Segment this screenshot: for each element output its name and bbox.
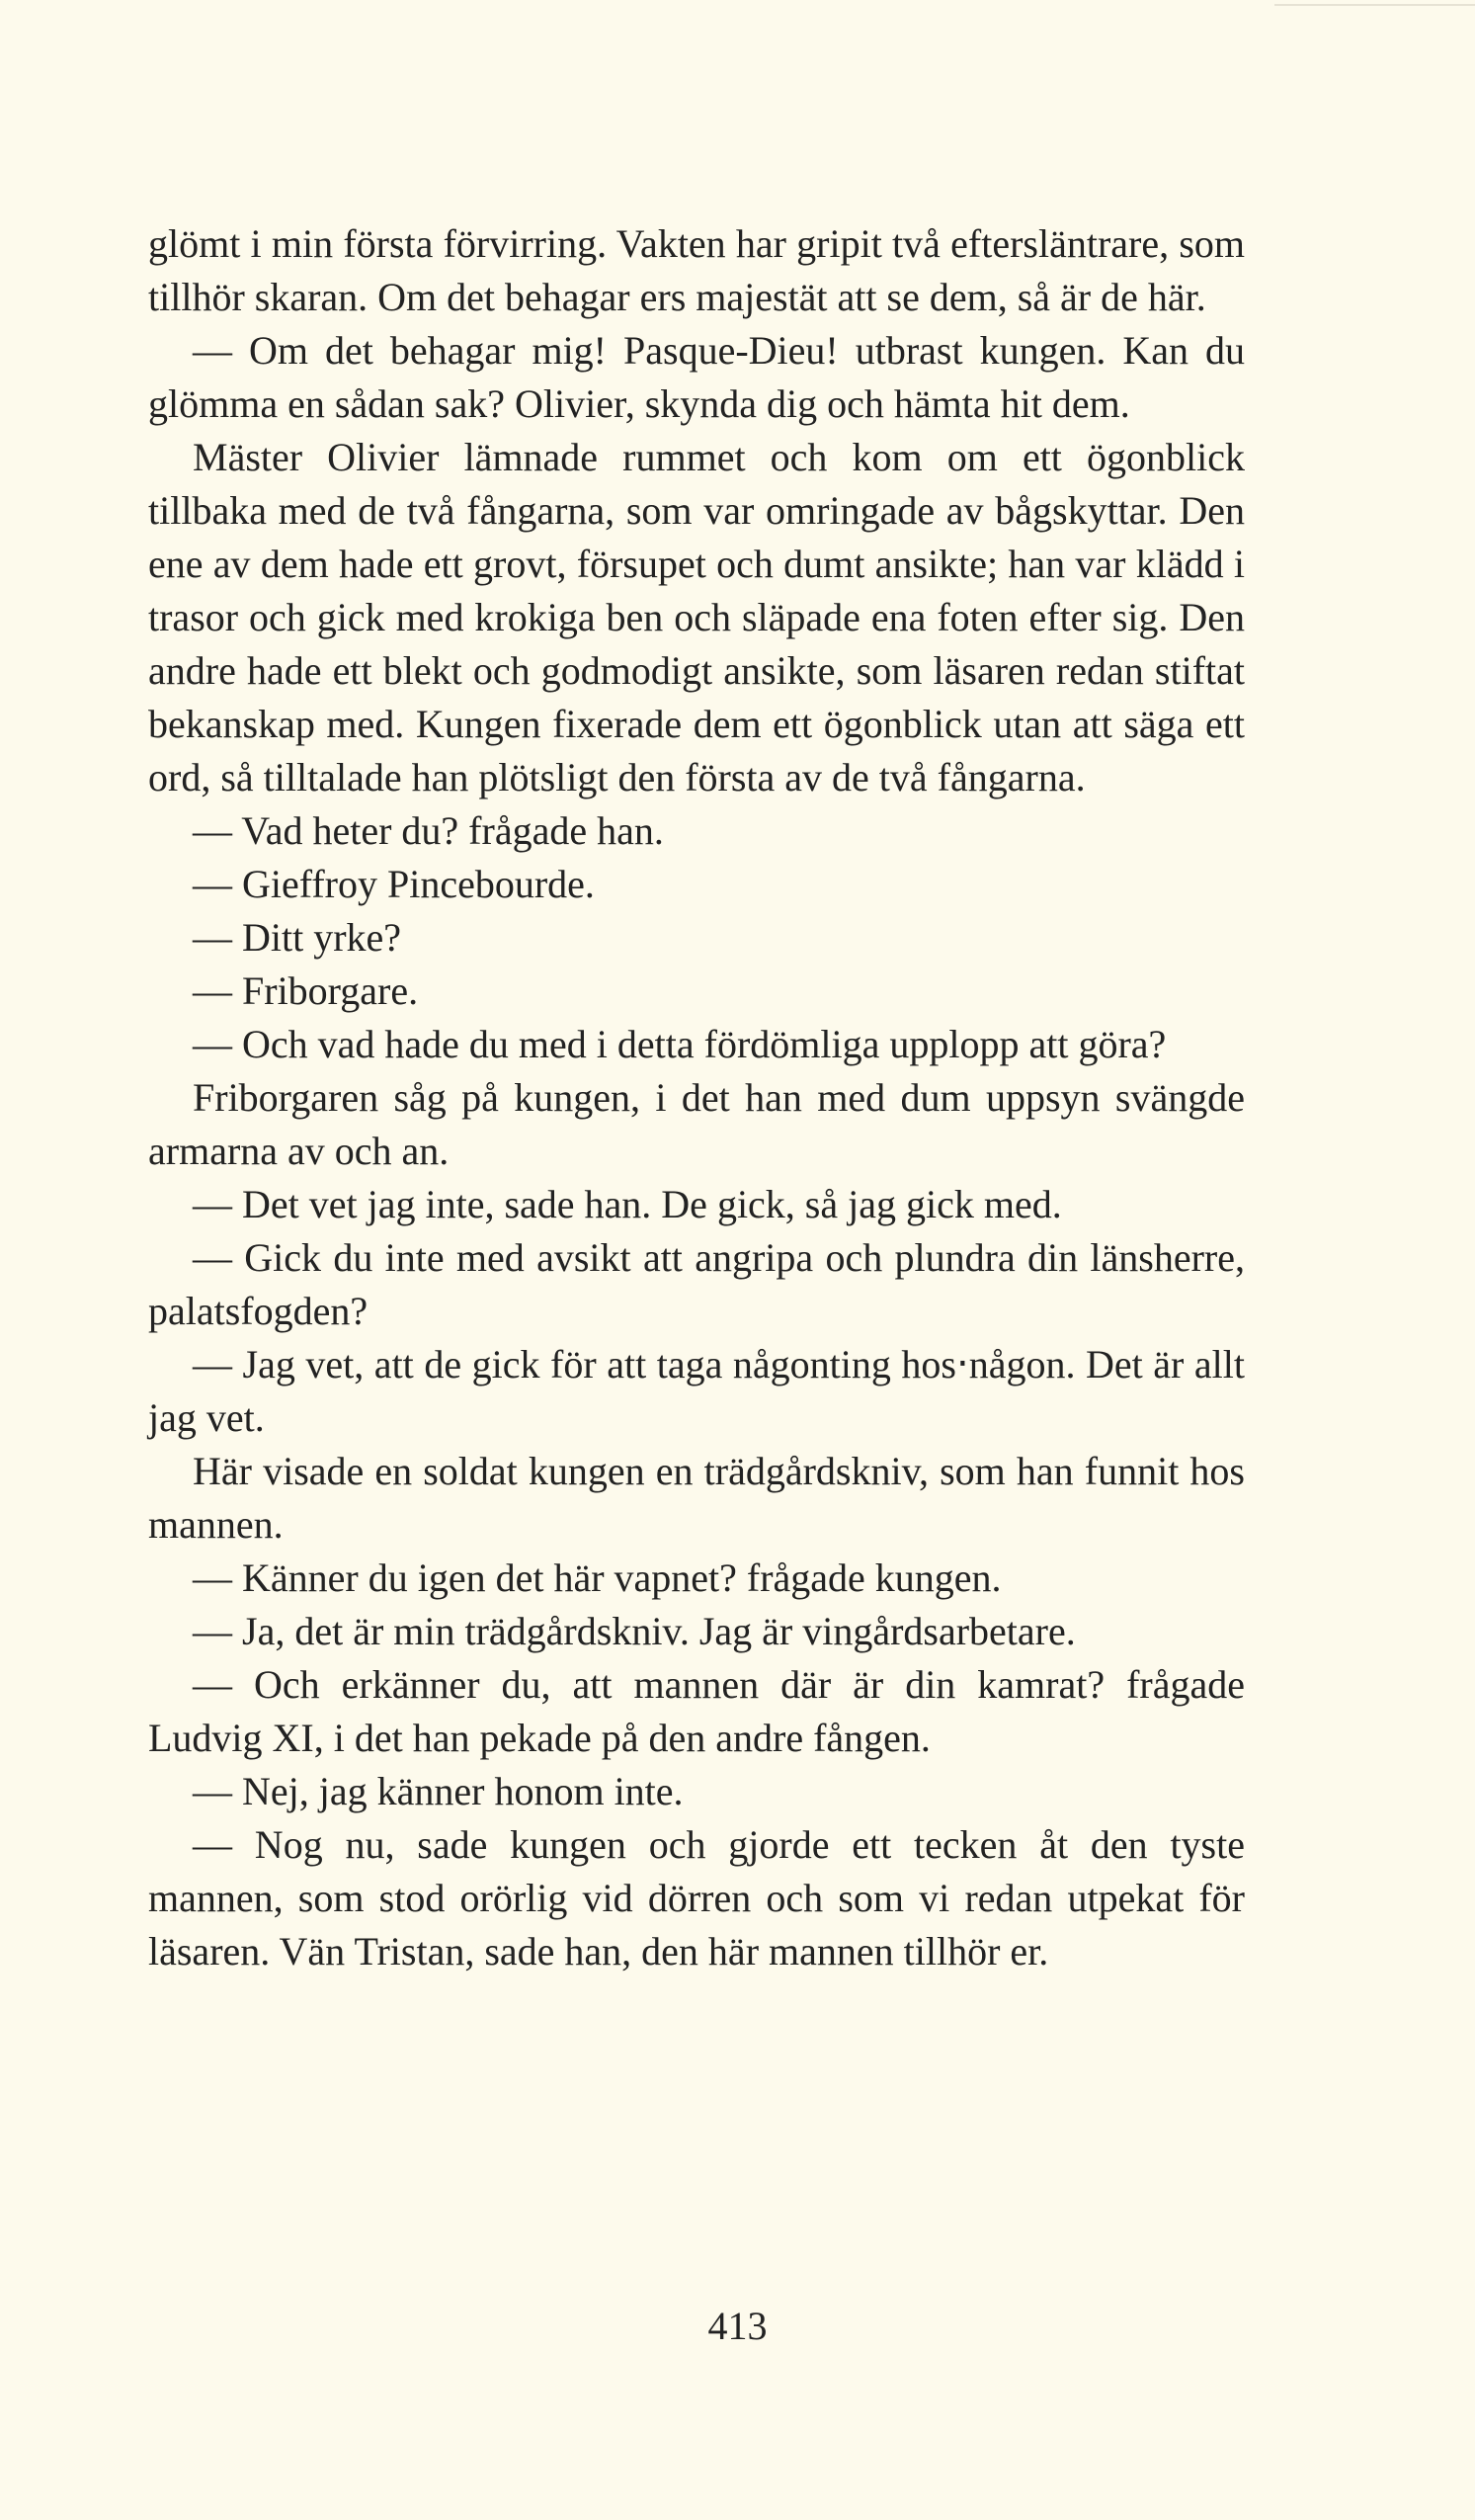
paragraph: — Gieffroy Pincebourde.: [193, 862, 595, 906]
paragraph: Här visade en soldat kungen en trädgårdskniv, som han funnit hos mannen.: [148, 1449, 1245, 1547]
paragraph: — Nej, jag känner honom inte.: [193, 1769, 684, 1813]
paragraph: — Vad heter du? frågade han.: [193, 808, 664, 853]
paragraph: — Och vad hade du med i detta fördömliga upplopp att göra?: [193, 1022, 1167, 1066]
paragraph: — Och erkänner du, att mannen där är din kamrat? frågade Ludvig XI, i det han pekade på den andre fången.: [148, 1662, 1245, 1760]
paragraph: — Ditt yrke?: [193, 915, 402, 960]
paragraph: — Nog nu, sade kungen och gjorde ett tecken åt den tyste mannen, som stod orörlig vid dörren och som vi redan utpekat för läsaren. Vän Tristan, sade han, den här mannen tillhör er.: [148, 1822, 1245, 1974]
paragraph: — Känner du igen det här vapnet? frågade kungen.: [193, 1555, 1002, 1600]
paragraph: — Friborgare.: [193, 968, 419, 1013]
paragraph: glömt i min första förvirring. Vakten har gripit två eftersläntrare, som tillhör skaran. Om det behagar ers majestät att se dem, så är de här.: [148, 221, 1245, 319]
paragraph: — Gick du inte med avsikt att angripa och plundra din länsherre, palatsfogden?: [148, 1235, 1245, 1333]
page-text: [148, 217, 1245, 1978]
paragraph: Friborgaren såg på kungen, i det han med dum uppsyn svängde armarna av och an.: [148, 1075, 1245, 1173]
paragraph: — Ja, det är min trädgårdskniv. Jag är vingårdsarbetare.: [193, 1609, 1076, 1653]
page-number: 413: [707, 2304, 768, 2348]
top-edge-rule: [1274, 4, 1475, 6]
paragraph: — Jag vet, att de gick för att taga någonting hos‧någon. Det är allt jag vet.: [148, 1342, 1245, 1440]
paragraph: — Om det behagar mig! Pasque-Dieu! utbrast kungen. Kan du glömma en sådan sak? Olivier, skynda dig och hämta hit dem.: [148, 328, 1245, 426]
paragraph: — Det vet jag inte, sade han. De gick, så jag gick med.: [193, 1182, 1062, 1226]
paragraph: Mäster Olivier lämnade rummet och kom om ett ögonblick tillbaka med de två fångarna, som var omringade av bågskyttar. Den ene av dem hade ett grovt, försupet och dumt ansikte; han var klädd i trasor och gick med krokiga ben och släpade ena foten efter sig. Den andre hade ett blekt och godmodigt ansikte, som läsaren redan stiftat bekanskap med. Kungen fixerade dem ett ögonblick utan att säga ett ord, så tilltalade han plötsligt den första av de två fångarna.: [148, 435, 1245, 799]
